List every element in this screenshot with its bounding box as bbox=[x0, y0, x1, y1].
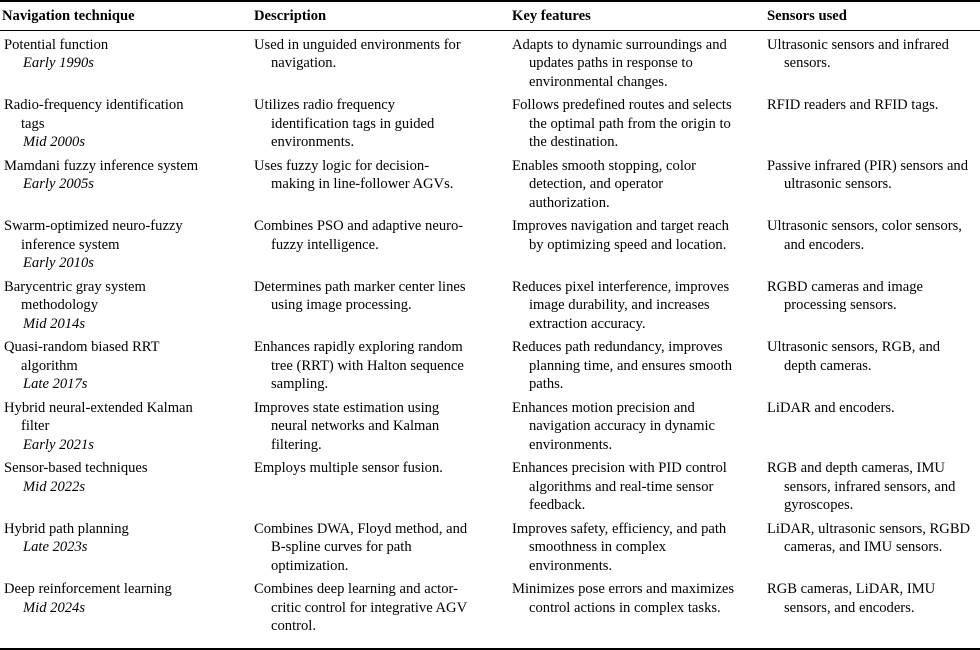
table-row bbox=[0, 152, 980, 213]
technique-name: Deep reinforcement learning bbox=[4, 581, 172, 597]
technique-era: Mid 2022s bbox=[23, 478, 86, 495]
technique-cell bbox=[0, 459, 252, 515]
key-features-cell: Reduces path redundancy, improves planning time, and ensures smooth paths. bbox=[512, 339, 733, 392]
table-row bbox=[0, 394, 980, 455]
col-header-sensors-used: Sensors used bbox=[767, 8, 847, 24]
technique-era: Early 1990s bbox=[23, 55, 94, 71]
description-cell: Determines path marker center lines using image processing. bbox=[254, 278, 466, 313]
technique-name: Sensor-based techniques bbox=[4, 460, 148, 476]
technique-cell bbox=[0, 36, 252, 92]
key-features-cell: Follows predefined routes and selects the optimal path from the origin to the destination. bbox=[512, 97, 732, 150]
technique-era: Early 2010s bbox=[23, 255, 94, 271]
technique-cell bbox=[0, 157, 252, 213]
technique-cell bbox=[0, 96, 252, 152]
technique-era: Late 2023s bbox=[23, 539, 88, 555]
technique-era: Early 2021s bbox=[23, 436, 94, 453]
description-cell: Uses fuzzy logic for decision-making in line-follower AGVs. bbox=[254, 157, 454, 192]
technique-cell bbox=[0, 278, 252, 334]
technique-name: Mamdani fuzzy inference system bbox=[4, 157, 199, 174]
table-row bbox=[0, 273, 980, 334]
technique-name: Hybrid neural-extended Kalman filter bbox=[4, 399, 193, 434]
technique-cell bbox=[0, 338, 252, 394]
key-features-cell: Reduces pixel interference, improves image durability, and increases extraction accuracy. bbox=[512, 278, 730, 332]
technique-cell bbox=[0, 520, 252, 576]
technique-name: Swarm-optimized neuro-fuzzy inference system bbox=[4, 218, 183, 253]
table-row bbox=[0, 575, 980, 636]
technique-era: Early 2005s bbox=[23, 176, 94, 192]
key-features-cell: Enhances precision with PID control algorithms and real-time sensor feedback. bbox=[512, 460, 727, 513]
description-cell: Combines deep learning and actor-critic control for integrative AGV control. bbox=[254, 581, 467, 634]
table-header-row bbox=[0, 2, 980, 31]
col-header-description: Description bbox=[254, 8, 327, 24]
key-features-cell: Adapts to dynamic surroundings and updates paths in response to environmental changes. bbox=[512, 36, 727, 90]
technique-era: Mid 2014s bbox=[23, 315, 86, 332]
description-cell: Combines PSO and adaptive neuro-fuzzy intelligence. bbox=[254, 218, 464, 253]
sensors-cell: Ultrasonic sensors, RGB, and depth cameras. bbox=[767, 339, 941, 374]
description-cell: Enhances rapidly exploring random tree (RRT) with Halton sequence sampling. bbox=[254, 339, 464, 392]
key-features-cell: Improves safety, efficiency, and path smoothness in complex environments. bbox=[512, 520, 727, 574]
sensors-cell: Ultrasonic sensors and infrared sensors. bbox=[767, 36, 949, 71]
sensors-cell: RGB cameras, LiDAR, IMU sensors, and encoders. bbox=[767, 581, 936, 616]
key-features-cell: Enables smooth stopping, color detection, and operator authorization. bbox=[512, 157, 697, 211]
table-row bbox=[0, 91, 980, 152]
description-cell: Employs multiple sensor fusion. bbox=[254, 460, 443, 476]
sensors-cell: RGB and depth cameras, IMU sensors, infrared sensors, and gyroscopes. bbox=[767, 460, 956, 513]
sensors-cell: RGBD cameras and image processing sensors. bbox=[767, 278, 924, 313]
description-cell: Utilizes radio frequency identification tags in guided environments. bbox=[254, 97, 435, 150]
table-row bbox=[0, 333, 980, 394]
sensors-cell: LiDAR, ultrasonic sensors, RGBD cameras, and IMU sensors. bbox=[767, 520, 971, 555]
technique-name: Hybrid path planning bbox=[4, 520, 129, 537]
key-features-cell: Minimizes pose errors and maximizes control actions in complex tasks. bbox=[512, 581, 735, 616]
col-header-navigation-technique: Navigation technique bbox=[2, 8, 135, 24]
table-row bbox=[0, 454, 980, 515]
key-features-cell: Enhances motion precision and navigation accuracy in dynamic environments. bbox=[512, 399, 715, 453]
technique-era: Mid 2024s bbox=[23, 599, 86, 616]
technique-name: Potential function bbox=[4, 36, 109, 53]
sensors-cell: Passive infrared (PIR) sensors and ultrasonic sensors. bbox=[767, 157, 969, 192]
sensors-cell: RFID readers and RFID tags. bbox=[767, 97, 939, 113]
key-features-cell: Improves navigation and target reach by optimizing speed and location. bbox=[512, 218, 729, 253]
sensors-cell: Ultrasonic sensors, color sensors, and encoders. bbox=[767, 218, 962, 253]
table-row bbox=[0, 515, 980, 576]
technique-name: Radio-frequency identification tags bbox=[4, 97, 184, 132]
description-cell: Combines DWA, Floyd method, and B-spline curves for path optimization. bbox=[254, 520, 468, 574]
table-row bbox=[0, 31, 980, 92]
table-row bbox=[0, 212, 980, 273]
description-cell: Improves state estimation using neural networks and Kalman filtering. bbox=[254, 399, 440, 453]
sensors-cell: LiDAR and encoders. bbox=[767, 399, 895, 416]
technique-cell bbox=[0, 580, 252, 636]
technique-cell bbox=[0, 217, 252, 273]
technique-cell bbox=[0, 399, 252, 455]
description-cell: Used in unguided environments for navigation. bbox=[254, 36, 461, 71]
technique-era: Late 2017s bbox=[23, 376, 88, 392]
technique-name: Barycentric gray system methodology bbox=[4, 278, 146, 313]
col-header-key-features: Key features bbox=[512, 8, 591, 24]
technique-name: Quasi-random biased RRT algorithm bbox=[4, 339, 160, 374]
table-body bbox=[0, 31, 980, 636]
technique-era: Mid 2000s bbox=[23, 134, 86, 150]
